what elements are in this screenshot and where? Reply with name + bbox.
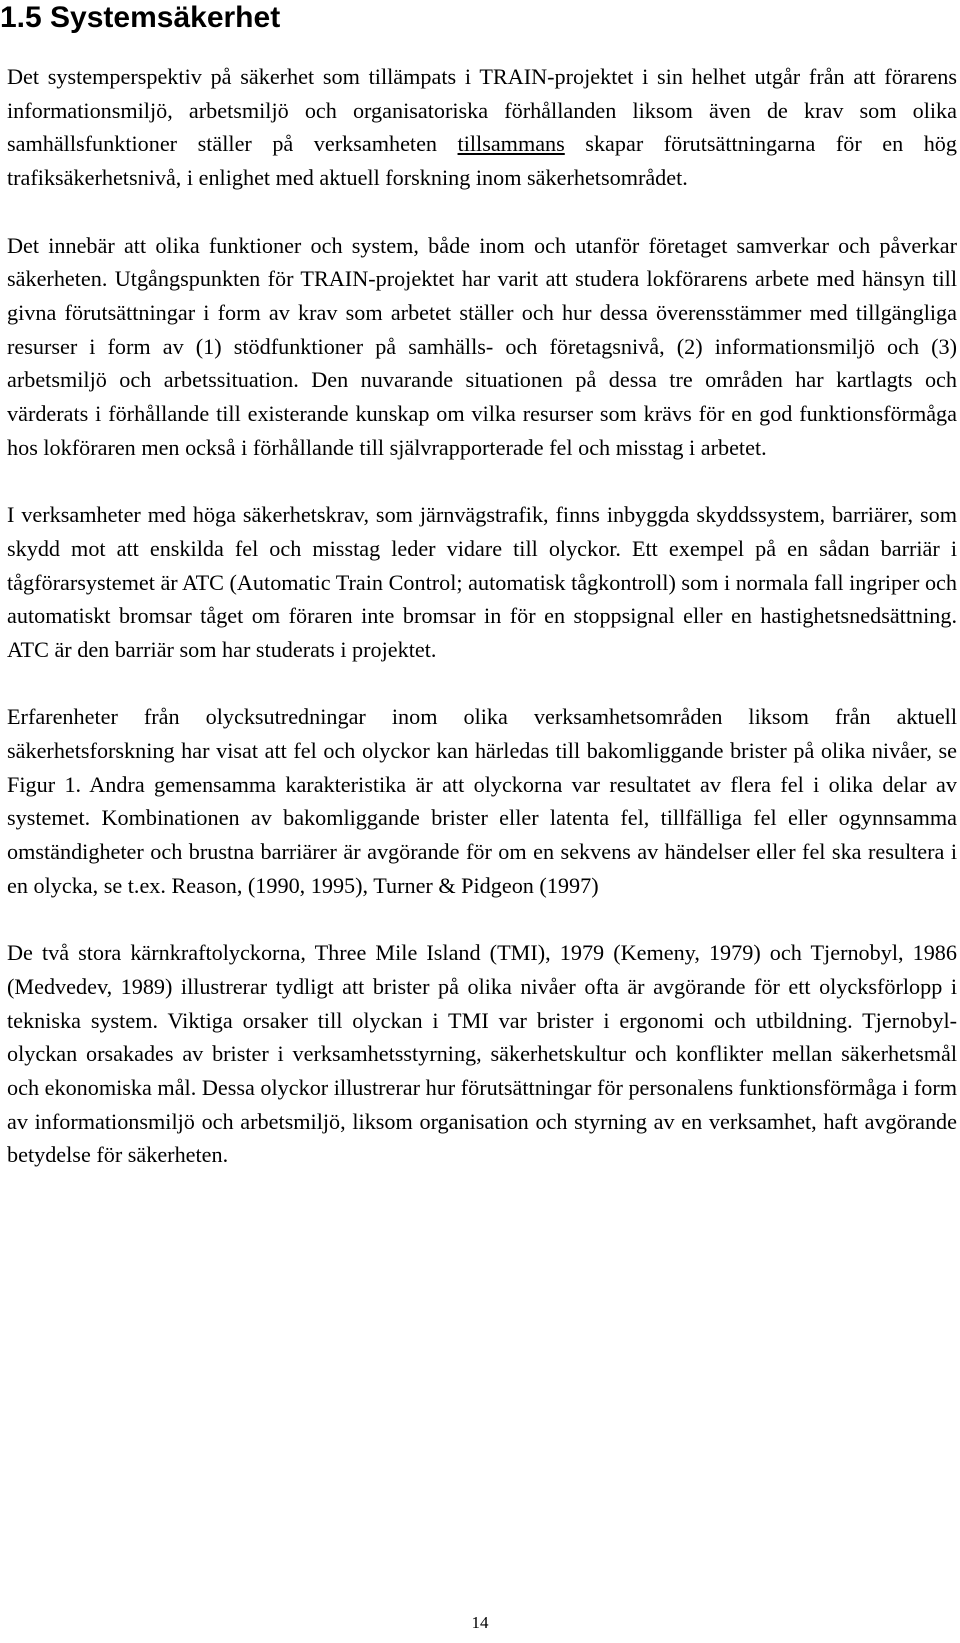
paragraph-train-project: Det innebär att olika funktioner och system, både inom och utanför företaget samverkar och påverkar säkerheten. Utgångspunkten för TRAIN-projektet har varit att studera lokförarens arbete med hänsyn till givna förutsättningar i form av krav som arbetet ställer och hur dessa överensstämmer med tillgängliga resurser i form av (1) stödfunktioner på samhälls- och företagsnivå, (2) informationsmiljö och (3) arbetsmiljö och arbetssituation. Den nuvarande situationen på dessa tre områden har kartlagts och värderats i förhållande till existerande kunskap om vilka resurser som krävs för en god funktionsförmåga hos lokföraren men också i förhållande till självrapporterade fel och misstag i arbetet. <box>7 232 957 460</box>
paragraph-accident-investigations: Erfarenheter från olycksutredningar inom olika verksamhetsområden liksom från aktuell säkerhetsforskning har visat att fel och olyckor kan härledas till bakomliggande brister på olika nivåer, se Figur 1. Andra gemensamma karakteristika är att olyckorna var resultatet av flera fel i olika delar av systemet. Kombinationen av bakomliggande brister eller latenta fel, tillfälliga fel eller ogynnsamma omständigheter och brustna barriärer är avgörande för om en sekvens av händelser eller fel ska resultera i en olycka, se t.ex. Reason, (1990, 1995), Turner & Pidgeon (1997) <box>7 704 957 898</box>
section-heading: 1.5 Systemsäkerhet <box>0 1 281 34</box>
paragraph-nuclear-accidents: De två stora kärnkraftolyckorna, Three Mile Island (TMI), 1979 (Kemeny, 1979) och Tjernobyl, 1986 (Medvedev, 1989) illustrerar tydligt att brister på olika nivåer ofta är avgörande för ett olycksförlopp i tekniska system. Viktiga orsaker till olyckan i TMI var brister i ergonomi och utbildning. Tjernobyl-olyckan orsakades av brister i verksamhetsstyrning, säkerhetskultur och konflikter mellan säkerhetsmål och ekonomiska mål. Dessa olyckor illustrerar hur förutsättningar för personalens funktionsförmåga i form av informationsmiljö och arbetsmiljö, liksom organisation och styrning av en verksamhet, haft avgörande betydelse för säkerheten. <box>7 940 957 1168</box>
paragraph-intro-text-end: skapar förutsättningarna för en hög trafiksäkerhetsnivå, i enlighet med aktuell forskning inom säkerhetsområdet. <box>7 131 957 191</box>
paragraph-safety-barriers: I verksamheter med höga säkerhetskrav, som järnvägstrafik, finns inbyggda skyddssystem, barriärer, som skydd mot att enskilda fel och misstag leder vidare till olyckor. Ett exempel på en sådan barriär i tågförarsystemet är ATC (Automatic Train Control; automatisk tågkontroll) som i normala fall ingriper och automatiskt bromsar tåget om föraren inte bromsar in för en stoppsignal eller en hastighetsnedsättning. ATC är den barriär som har studerats i projektet. <box>7 502 957 662</box>
paragraph-intro-text-start: Det systemperspektiv på säkerhet som tillämpats i TRAIN-projektet i sin helhet utgår från att förarens informationsmiljö, arbetsmiljö och organisatoriska förhållanden liksom även de krav som olika samhällsfunktioner ställer på verksamheten <box>7 64 957 157</box>
paragraph-intro <box>7 60 957 195</box>
underlined-word: tillsammans <box>457 131 565 157</box>
body-text <box>7 60 957 1206</box>
page-number: 14 <box>471 1613 489 1632</box>
